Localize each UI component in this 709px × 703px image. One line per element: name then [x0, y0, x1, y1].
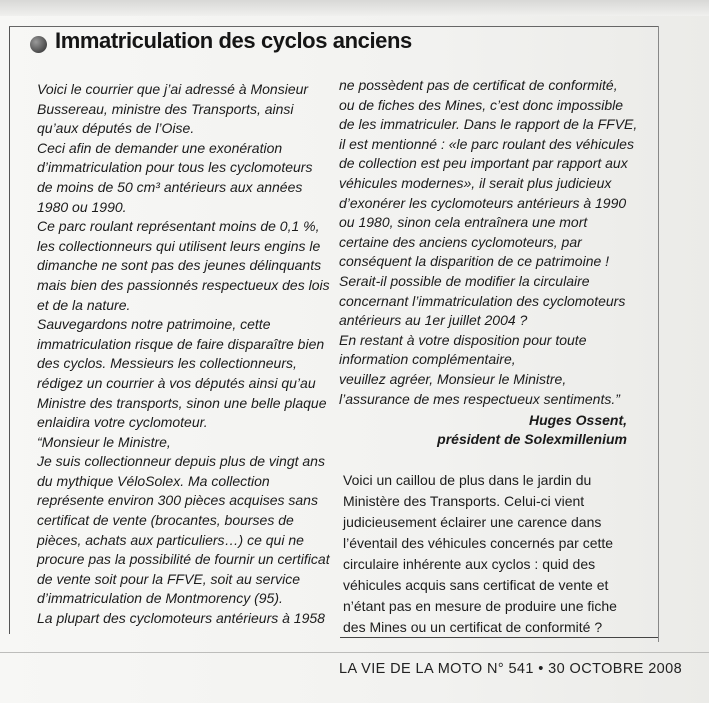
text-line: mais bien des passionnés respectueux des lois: [37, 276, 330, 293]
text-line: de moins de 50 cm³ antérieurs aux années: [37, 178, 303, 195]
text-line: les collectionneurs qui utilisent leurs engins le: [37, 237, 321, 254]
article-frame-right: [658, 26, 659, 642]
article-frame-top: [9, 26, 659, 27]
text-line: Voici un caillou de plus dans le jardin du: [343, 472, 592, 488]
text-line: pièces, achats aux particuliers…) ce qui ne: [37, 531, 304, 548]
text-line: de vente soit pour la FFVE, soit au service: [37, 570, 301, 587]
text-line: certificat de vente (brocantes, bourses de: [37, 512, 294, 529]
title-bullet-icon: [30, 36, 47, 53]
text-line: n’étant pas en mesure de produire une fiche: [343, 598, 617, 614]
text-line: 1980 ou 1990.: [37, 198, 127, 215]
text-line: véhicules acquis sans certificat de vente et: [343, 577, 609, 593]
text-line: Bussereau, ministre des Transports, ainsi: [37, 100, 294, 117]
text-line: ne possèdent pas de certificat de conformité,: [339, 77, 618, 93]
text-line: d’exonérer les cyclomoteurs antérieurs à 1990: [339, 194, 627, 211]
text-line: véhicules modernes», il serait plus judicieux: [339, 174, 612, 191]
editor-comment: [343, 470, 617, 638]
footer-rule: [0, 652, 709, 653]
letter-column-left: [37, 80, 330, 629]
text-line: La plupart des cyclomoteurs antérieurs à 1958: [37, 610, 325, 627]
text-line: Je suis collectionneur depuis plus de vingt ans: [37, 453, 325, 470]
text-line: Ce parc roulant représentant moins de 0,1 %,: [37, 218, 320, 235]
text-line: d’immatriculation pour tous les cyclomoteurs: [37, 159, 313, 176]
text-line: information complémentaire,: [339, 351, 516, 368]
text-line: “Monsieur le Ministre,: [37, 433, 171, 450]
text-line: Voici le courrier que j’ai adressé à Monsieur: [37, 81, 309, 97]
text-line: circulaire inhérente aux cyclos : quid des: [343, 556, 596, 572]
text-line: du mythique VéloSolex. Ma collection: [37, 472, 270, 489]
text-line: concernant l’immatriculation des cyclomoteurs: [339, 292, 626, 309]
text-line: immatriculation risque de faire disparaître bien: [37, 335, 325, 352]
text-line: Sauvegardons notre patrimoine, cette: [37, 316, 271, 333]
text-line: Ceci afin de demander une exonération: [37, 139, 283, 156]
text-line: il est mentionné : «le parc roulant des véhicules: [339, 135, 634, 152]
text-line: l’assurance de mes respectueux sentiments.”: [339, 390, 620, 407]
text-line: veuillez agréer, Monsieur le Ministre,: [339, 370, 567, 387]
text-line: des Mines ou un certificat de conformité ?: [343, 619, 603, 635]
text-line: d’immatriculation de Montmorency (95).: [37, 590, 283, 607]
text-line: procure pas la possibilité de fournir un certificat: [37, 551, 330, 568]
text-line: de collection est peu important par rapport aux: [339, 155, 628, 172]
text-line: En restant à votre disposition pour toute: [339, 331, 587, 348]
text-line: dimanche ne sont pas des jeunes délinquants: [37, 257, 322, 274]
text-line: rédigez un courrier à vos députés ainsi qu’au: [37, 374, 316, 391]
text-line: conséquent la disparition de ce patrimoine !: [339, 253, 610, 270]
text-line: Serait-il possible de modifier la circulaire: [339, 272, 590, 289]
text-line: certaine des anciens cyclomoteurs, par: [339, 233, 582, 250]
text-line: ou 1980, sinon cela entraînera une mort: [339, 214, 588, 231]
publication-footer: LA VIE DE LA MOTO N° 541 • 30 OCTOBRE 2008: [339, 661, 683, 677]
text-line: qu’aux députés de l’Oise.: [37, 120, 195, 137]
text-line: Ministre des transports, sinon une belle plaque: [37, 394, 327, 411]
article-frame-left: [9, 26, 10, 634]
text-line: ou de fiches des Mines, c’est donc impossible: [339, 96, 624, 113]
text-line: antérieurs au 1er juillet 2004 ?: [339, 312, 528, 329]
text-line: et de la nature.: [37, 296, 131, 313]
text-line: représente environ 300 pièces acquises sans: [37, 492, 318, 509]
article-title: Immatriculation des cyclos anciens: [55, 28, 412, 53]
letter-column-right: [339, 76, 637, 409]
text-line: Ministère des Transports. Celui-ci vient: [343, 493, 585, 509]
text-line: judicieusement éclairer une carence dans: [343, 514, 602, 530]
text-line: des cyclos. Messieurs les collectionneurs,: [37, 355, 297, 372]
text-line: l’éventail des véhicules concernés par cette: [343, 535, 614, 551]
text-line: de les immatriculer. Dans le rapport de la FFVE,: [339, 116, 638, 133]
top-edge-bleed: [0, 0, 709, 16]
signature-role: président de Solexmillenium: [437, 431, 627, 447]
signature-name: Huges Ossent,: [528, 412, 627, 428]
text-line: enlaidira votre cyclomoteur.: [37, 414, 208, 431]
